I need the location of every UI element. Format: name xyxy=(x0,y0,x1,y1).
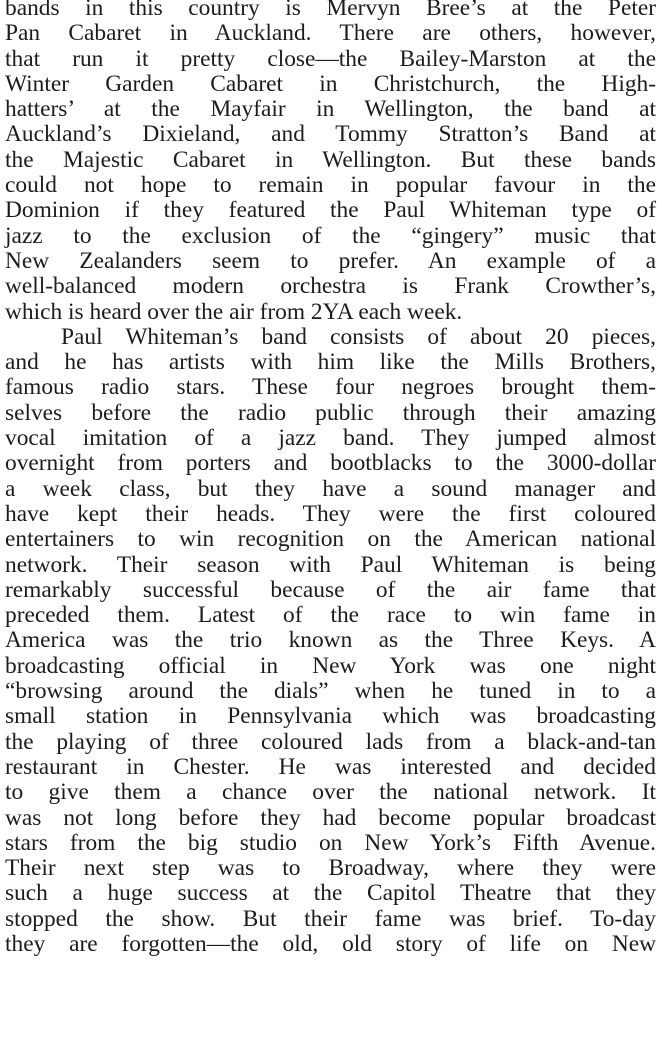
text-line: stars from the big studio on New York’s Fifth Avenue. xyxy=(5,829,656,856)
text-line: that run it pretty close—the Bailey-Marston at the xyxy=(5,45,656,72)
text-line: remarkably successful because of the air fame that xyxy=(5,576,656,603)
text-line: vocal imitation of a jazz band. They jumped almost xyxy=(5,425,656,452)
text-line: preceded them. Latest of the race to win fame in xyxy=(5,602,656,629)
text-line: which is heard over the air from 2YA each week. xyxy=(5,298,463,325)
text-line: the Majestic Cabaret in Wellington. But these bands xyxy=(5,146,656,173)
text-line: to give them a chance over the national network. It xyxy=(5,779,656,806)
text-line: Auckland’s Dixieland, and Tommy Stratton’s Band at xyxy=(5,121,656,148)
text-line: have kept their heads. They were the first coloured xyxy=(5,500,656,527)
text-line: bands in this country is Mervyn Bree’s at the Peter xyxy=(5,0,656,21)
text-line: could not hope to remain in popular favour in the xyxy=(5,172,656,199)
text-line: and he has artists with him like the Mills Brothers, xyxy=(5,349,656,376)
text-line: the playing of three coloured lads from a black-and-tan xyxy=(5,728,656,755)
text-line: entertainers to win recognition on the American national xyxy=(5,526,656,553)
text-line: a week class, but they have a sound manager and xyxy=(5,475,656,502)
text-line: network. Their season with Paul Whiteman is being xyxy=(5,551,656,578)
paragraph-2 xyxy=(5,325,656,957)
text-line: Dominion if they featured the Paul Whiteman type of xyxy=(5,197,656,224)
text-line: small station in Pennsylvania which was broadcasting xyxy=(5,703,656,730)
text-line: overnight from porters and bootblacks to the 3000-dollar xyxy=(5,450,656,477)
text-line: Pan Cabaret in Auckland. There are others, however, xyxy=(5,20,656,47)
text-line: was not long before they had become popular broadcast xyxy=(5,804,656,831)
text-line: broadcasting official in New York was one night xyxy=(5,652,656,679)
text-line: America was the trio known as the Three Keys. A xyxy=(5,627,656,654)
paragraph-1 xyxy=(5,0,656,325)
text-line: jazz to the exclusion of the “gingery” music that xyxy=(5,222,656,249)
text-line: selves before the radio public through their amazing xyxy=(5,399,656,426)
text-line: such a huge success at the Capitol Theatre that they xyxy=(5,880,656,907)
text-line: Paul Whiteman’s band consists of about 20 pieces, xyxy=(61,323,656,350)
article-text xyxy=(5,0,656,957)
text-line: New Zealanders seem to prefer. An example of a xyxy=(5,247,656,274)
text-line: famous radio stars. These four negroes brought them- xyxy=(5,374,656,401)
text-line: Their next step was to Broadway, where they were xyxy=(5,855,656,882)
text-line: well-balanced modern orchestra is Frank Crowther’s, xyxy=(5,273,656,300)
text-line: they are forgotten—the old, old story of life on New xyxy=(5,930,656,957)
text-line: hatters’ at the Mayfair in Wellington, the band at xyxy=(5,96,656,123)
text-line: Winter Garden Cabaret in Christchurch, the High- xyxy=(5,70,656,97)
text-line: restaurant in Chester. He was interested and decided xyxy=(5,753,656,780)
text-line: “browsing around the dials” when he tuned in to a xyxy=(5,678,656,705)
text-line: stopped the show. But their fame was brief. To-day xyxy=(5,905,656,932)
